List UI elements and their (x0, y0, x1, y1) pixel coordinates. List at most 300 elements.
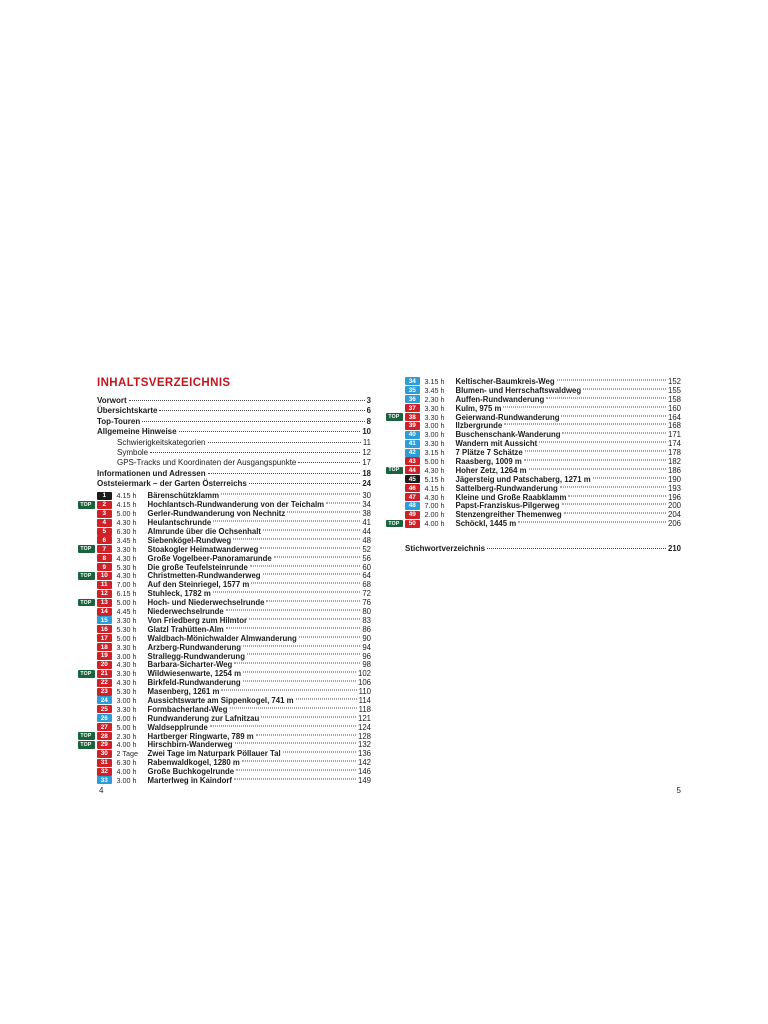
page-ref: 68 (362, 580, 371, 590)
tour-duration: 5.30 h (116, 562, 137, 572)
tour-title: Arzberg-Rundwanderung (147, 642, 242, 652)
tour-title: Stoakogler Heimatwanderweg (147, 544, 259, 554)
front-matter-row (97, 406, 371, 416)
tour-number-badge: 34 (405, 377, 420, 385)
dot-leader (249, 618, 360, 619)
tour-row (97, 767, 371, 776)
index-row (405, 544, 681, 554)
front-matter-label: Informationen und Adressen (97, 468, 206, 478)
tour-row (80, 571, 371, 581)
front-matter-label: Übersichtskarte (97, 406, 158, 416)
dot-leader (593, 477, 666, 478)
page-ref: 193 (667, 483, 681, 493)
tour-number-badge: 9 (97, 563, 112, 571)
tour-row (405, 475, 681, 484)
page-ref: 86 (362, 624, 371, 634)
page-ref: 171 (667, 430, 681, 440)
page-ref: 12 (362, 447, 371, 457)
page-ref: 48 (362, 535, 371, 545)
page-ref: 64 (362, 571, 371, 581)
tour-row (97, 652, 371, 661)
tour-duration: 4.30 h (424, 492, 445, 502)
page-ref: 18 (362, 468, 371, 478)
page-ref: 110 (358, 687, 371, 697)
tour-title: Wandern mit Aussicht (455, 439, 538, 449)
tour-number-badge: 8 (97, 554, 112, 562)
dot-leader (256, 734, 356, 735)
tour-number-badge: 41 (405, 440, 420, 448)
tour-number-badge: 47 (405, 493, 420, 501)
tour-duration: 3.00 h (424, 430, 445, 440)
dot-leader (263, 530, 360, 531)
tour-title: Kleine und Große Raabklamm (455, 492, 567, 502)
front-matter-row (97, 417, 371, 427)
front-matter-row (97, 448, 371, 458)
front-matter-label: Symbole (117, 447, 149, 457)
page-ref: 196 (667, 492, 681, 502)
dot-leader (249, 483, 360, 484)
page-ref: 52 (362, 544, 371, 554)
tour-number-badge: 33 (97, 776, 112, 784)
tour-duration: 4.30 h (116, 660, 137, 670)
tour-duration: 2.00 h (424, 510, 445, 520)
tour-row (80, 669, 371, 679)
tour-title: Siebenkögel-Rundweg (147, 535, 232, 545)
page-ref: 118 (358, 704, 371, 714)
dot-leader (562, 433, 666, 434)
toc-page-left (80, 377, 371, 785)
dot-leader (230, 707, 357, 708)
tour-title: Hoher Zetz, 1264 m (455, 465, 527, 475)
tour-row (97, 616, 371, 625)
dot-leader (504, 424, 666, 425)
front-matter-row (97, 396, 371, 406)
tour-title: Auffen-Rundwanderung (455, 394, 545, 404)
tour-title: Zwei Tage im Naturpark Pöllauer Tal (147, 749, 281, 759)
page-ref: 174 (667, 439, 681, 449)
front-matter-label: Oststeiermark – der Garten Österreichs (97, 479, 247, 489)
tour-duration: 6.30 h (116, 527, 137, 537)
tour-duration: 4.45 h (116, 607, 137, 617)
tour-row (97, 696, 371, 705)
dot-leader (568, 495, 666, 496)
tour-row (97, 589, 371, 598)
tour-number-badge: 14 (97, 608, 112, 616)
dot-leader (298, 462, 360, 463)
tour-row (97, 705, 371, 714)
dot-leader (226, 610, 361, 611)
front-matter-row (97, 438, 371, 448)
page-ref: 60 (362, 562, 371, 572)
tour-number-badge: 45 (405, 475, 420, 483)
tour-title: Wildwiesenwarte, 1254 m (147, 669, 242, 679)
tour-title: Masenberg, 1261 m (147, 687, 220, 697)
tour-title: Christmetten-Rundwanderweg (147, 571, 261, 581)
dot-leader (221, 494, 360, 495)
tour-row (97, 554, 371, 563)
index-label: Stichwortverzeichnis (405, 544, 486, 554)
dot-leader (226, 627, 361, 628)
tour-duration: 3.30 h (116, 669, 137, 679)
tour-title: Heulantschrunde (147, 518, 212, 528)
page-ref: 152 (667, 376, 681, 386)
tour-row (405, 395, 681, 404)
tour-number-badge: 31 (97, 759, 112, 767)
tour-row (80, 500, 371, 510)
dot-leader (208, 473, 361, 474)
tour-number-badge: 1 (97, 492, 112, 500)
page-ref: 106 (357, 678, 371, 688)
page-ref: 204 (667, 510, 681, 520)
dot-leader (159, 410, 364, 411)
tour-row (97, 678, 371, 687)
tour-duration: 4.15 h (424, 483, 445, 493)
tour-number-badge: 17 (97, 634, 112, 642)
dot-leader (150, 452, 360, 453)
front-matter-label: Schwierigkeitskategorien (117, 437, 206, 447)
top-badge: TOP (78, 572, 95, 580)
tour-duration: 3.30 h (424, 403, 445, 413)
tour-title: Almrunde über die Ochsenhalt (147, 527, 262, 537)
tour-title: Ilzbergrunde (455, 421, 503, 431)
tour-number-badge: 5 (97, 528, 112, 536)
tour-title: Aussichtswarte am Sippenkogel, 741 m (147, 695, 294, 705)
tour-title: Auf den Steinriegel, 1577 m (147, 580, 250, 590)
tour-title: Gerler-Rundwanderung von Nechnitz (147, 509, 286, 519)
page-ref: 24 (362, 479, 371, 489)
dot-leader (243, 672, 356, 673)
dot-leader (299, 636, 361, 637)
tour-row (405, 386, 681, 395)
tour-number-badge: 40 (405, 431, 420, 439)
tour-duration: 4.00 h (116, 767, 137, 777)
page-ref: 38 (362, 509, 371, 519)
tour-duration: 2.30 h (424, 394, 445, 404)
tour-row (388, 465, 681, 475)
page-ref: 17 (362, 458, 371, 468)
page-ref: 10 (362, 427, 371, 437)
tour-duration: 4.00 h (424, 519, 445, 529)
tour-number-badge: 38 (405, 413, 420, 421)
tour-number-badge: 32 (97, 768, 112, 776)
top-badge: TOP (78, 545, 95, 553)
tour-number-badge: 36 (405, 395, 420, 403)
page-ref: 41 (362, 518, 371, 528)
tour-duration: 7.00 h (424, 501, 445, 511)
tour-duration: 6.15 h (116, 589, 137, 599)
tour-number-badge: 44 (405, 466, 420, 474)
top-badge: TOP (386, 467, 403, 475)
page-ref: 164 (667, 412, 681, 422)
tour-row (405, 404, 681, 413)
page-ref: 149 (357, 775, 371, 785)
front-matter-label: Vorwort (97, 396, 127, 405)
tour-duration: 3.30 h (116, 642, 137, 652)
dot-leader (564, 513, 666, 514)
dot-leader (562, 504, 666, 505)
tour-row (97, 580, 371, 589)
tour-number-badge: 11 (97, 581, 112, 589)
tour-duration: 3.30 h (116, 704, 137, 714)
page-ref: 114 (358, 695, 371, 705)
page-ref: 160 (667, 403, 681, 413)
tour-duration: 7.00 h (116, 580, 137, 590)
page-ref: 11 (362, 437, 371, 447)
tour-number-badge: 18 (97, 643, 112, 651)
tour-duration: 5.30 h (116, 624, 137, 634)
page-ref: 178 (667, 448, 681, 458)
tour-number-badge: 39 (405, 422, 420, 430)
top-badge: TOP (386, 413, 403, 421)
dot-leader (247, 654, 360, 655)
front-matter-row (97, 479, 371, 489)
tour-title: Waldbach-Mönichwalder Almwanderung (147, 633, 297, 643)
tour-row (405, 439, 681, 448)
tour-number-badge: 7 (97, 545, 112, 553)
tour-duration: 4.30 h (116, 678, 137, 688)
top-badge: TOP (78, 501, 95, 509)
tour-row (80, 598, 371, 608)
page-ref: 80 (362, 607, 371, 617)
tour-title: Geierwand-Rundwanderung (455, 412, 560, 422)
dot-leader (234, 663, 360, 664)
dot-leader (129, 400, 365, 401)
page-ref: 124 (357, 722, 371, 732)
dot-leader (142, 421, 364, 422)
tour-duration: 3.00 h (116, 775, 137, 785)
dot-leader (326, 503, 360, 504)
tour-number-badge: 42 (405, 449, 420, 457)
tour-number-badge: 19 (97, 652, 112, 660)
tour-row (97, 714, 371, 723)
dot-leader (261, 716, 356, 717)
tour-row (97, 776, 371, 785)
tour-row (97, 563, 371, 572)
tour-row (97, 536, 371, 545)
tour-title: Papst-Franziskus-Pilgerweg (455, 501, 560, 511)
tour-title: 7 Plätze 7 Schätze (455, 448, 523, 458)
tour-duration: 4.00 h (116, 740, 137, 750)
tour-duration: 5.00 h (116, 633, 137, 643)
tour-row (405, 484, 681, 493)
tour-list-right (388, 376, 681, 529)
page-ref: 182 (667, 456, 681, 466)
tour-row (405, 501, 681, 510)
front-matter-row (97, 458, 371, 468)
tour-duration: 4.30 h (116, 518, 137, 528)
tour-number-badge: 29 (97, 741, 112, 749)
tour-number-badge: 22 (97, 679, 112, 687)
page-ref: 155 (667, 385, 681, 395)
tour-number-badge: 16 (97, 625, 112, 633)
dot-leader (557, 379, 666, 380)
dot-leader (251, 583, 360, 584)
tour-row (97, 625, 371, 634)
page-ref: 121 (357, 713, 371, 723)
page-ref: 96 (362, 651, 371, 661)
dot-leader (233, 538, 360, 539)
tour-title: Rundwanderung zur Lafnitzau (147, 713, 260, 723)
dot-leader (283, 752, 356, 753)
page-ref: 72 (362, 589, 371, 599)
tour-row (388, 412, 681, 422)
tour-number-badge: 30 (97, 750, 112, 758)
tour-duration: 3.00 h (116, 695, 137, 705)
tour-number-badge: 24 (97, 696, 112, 704)
page-ref: 94 (362, 642, 371, 652)
tour-duration: 3.00 h (116, 651, 137, 661)
tour-number-badge: 6 (97, 536, 112, 544)
tour-title: Kulm, 975 m (455, 403, 502, 413)
tour-row (97, 687, 371, 696)
tour-number-badge: 23 (97, 688, 112, 696)
page-ref: 158 (667, 394, 681, 404)
dot-leader (221, 690, 356, 691)
page-ref: 136 (357, 749, 371, 759)
tour-row (97, 634, 371, 643)
tour-title: Waldsepplrunde (147, 722, 208, 732)
tour-row (405, 421, 681, 430)
dot-leader (242, 761, 356, 762)
front-matter-list (97, 396, 371, 490)
page-ref: 102 (357, 669, 371, 679)
tour-number-badge: 20 (97, 661, 112, 669)
tour-title: Von Friedberg zum Hilmtor (147, 615, 247, 625)
page-ref: 200 (667, 501, 681, 511)
dot-leader (208, 442, 361, 443)
tour-title: Birkfeld-Rundwanderung (147, 678, 241, 688)
dot-leader (243, 681, 356, 682)
page-ref: 128 (357, 731, 371, 741)
dot-leader (236, 770, 356, 771)
tour-row (405, 377, 681, 386)
tour-number-badge: 4 (97, 519, 112, 527)
tour-duration: 5.30 h (116, 687, 137, 697)
tour-title: Schöckl, 1445 m (455, 519, 517, 529)
dot-leader (487, 548, 666, 549)
tour-row (405, 457, 681, 466)
tour-duration: 5.00 h (116, 509, 137, 519)
tour-duration: 3.30 h (116, 615, 137, 625)
page-ref: 190 (667, 474, 681, 484)
tour-title: Stuhleck, 1782 m (147, 589, 211, 599)
tour-title: Hoch- und Niederwechselrunde (147, 598, 265, 608)
tour-row (97, 527, 371, 536)
tour-number-badge: 12 (97, 590, 112, 598)
tour-number-badge: 49 (405, 511, 420, 519)
tour-row (405, 510, 681, 519)
tour-duration: 3.15 h (424, 448, 445, 458)
dot-leader (234, 778, 356, 779)
tour-number-badge: 2 (97, 501, 112, 509)
tour-row (97, 758, 371, 767)
dot-leader (274, 556, 361, 557)
dot-leader (583, 388, 666, 389)
dot-leader (503, 406, 666, 407)
tour-duration: 3.30 h (424, 439, 445, 449)
page-ref: 146 (357, 767, 371, 777)
front-matter-label: Top-Touren (97, 416, 141, 426)
page-ref: 98 (362, 660, 371, 670)
dot-leader (260, 547, 360, 548)
tour-number-badge: 50 (405, 520, 420, 528)
tour-title: Marterlweg in Kaindorf (147, 775, 232, 785)
dot-leader (296, 698, 357, 699)
tour-duration: 5.00 h (116, 598, 137, 608)
dot-leader (525, 451, 666, 452)
tour-duration: 3.45 h (116, 535, 137, 545)
page-ref: 3 (366, 396, 371, 405)
front-matter-row (97, 469, 371, 479)
page-ref: 56 (362, 553, 371, 563)
tour-row (405, 430, 681, 439)
front-matter-label: Allgemeine Hinweise (97, 427, 177, 437)
tour-number-badge: 43 (405, 457, 420, 465)
tour-title: Jägersteig und Patschaberg, 1271 m (455, 474, 591, 484)
top-badge: TOP (386, 520, 403, 528)
tour-duration: 4.15 h (116, 500, 137, 510)
toc-page-right (388, 376, 681, 555)
tour-duration: 3.00 h (116, 713, 137, 723)
tour-title: Glatzl Trahütten-Alm (147, 624, 224, 634)
dot-leader (263, 574, 361, 575)
dot-leader (213, 521, 360, 522)
dot-leader (287, 512, 360, 513)
front-matter-row (97, 427, 371, 437)
tour-number-badge: 28 (97, 732, 112, 740)
dot-leader (179, 431, 361, 432)
tour-row (97, 723, 371, 732)
tour-row (388, 519, 681, 529)
dot-leader (560, 486, 666, 487)
tour-duration: 5.15 h (424, 474, 445, 484)
dot-leader (210, 725, 356, 726)
tour-row (97, 492, 371, 501)
tour-number-badge: 37 (405, 404, 420, 412)
tour-number-badge: 15 (97, 616, 112, 624)
page-ref: 76 (362, 598, 371, 608)
page-ref: 132 (357, 740, 371, 750)
tour-row (97, 660, 371, 669)
tour-row (97, 749, 371, 758)
tour-row (405, 448, 681, 457)
tour-number-badge: 13 (97, 599, 112, 607)
tour-title: Stenzengreither Themenweg (455, 510, 562, 520)
page-ref: 44 (362, 527, 371, 537)
page-ref: 210 (667, 544, 681, 554)
page-ref: 142 (357, 758, 371, 768)
front-matter-label: GPS-Tracks und Koordinaten der Ausgangspunkte (117, 458, 297, 468)
tour-number-badge: 3 (97, 510, 112, 518)
tour-duration: 3.45 h (424, 385, 445, 395)
dot-leader (539, 442, 666, 443)
tour-row (80, 731, 371, 741)
page-ref: 6 (366, 406, 371, 416)
dot-leader (529, 468, 666, 469)
tour-row (97, 509, 371, 518)
top-badge: TOP (78, 599, 95, 607)
top-badge: TOP (78, 670, 95, 678)
tour-row (97, 518, 371, 527)
tour-title: Strallegg-Rundwanderung (147, 651, 245, 661)
tour-title: Keltischer-Baumkreis-Weg (455, 376, 555, 386)
tour-title: Niederwechselrunde (147, 607, 224, 617)
tour-duration: 4.30 h (424, 465, 445, 475)
dot-leader (561, 415, 666, 416)
tour-duration: 5.00 h (424, 456, 445, 466)
tour-number-badge: 46 (405, 484, 420, 492)
tour-row (80, 544, 371, 554)
